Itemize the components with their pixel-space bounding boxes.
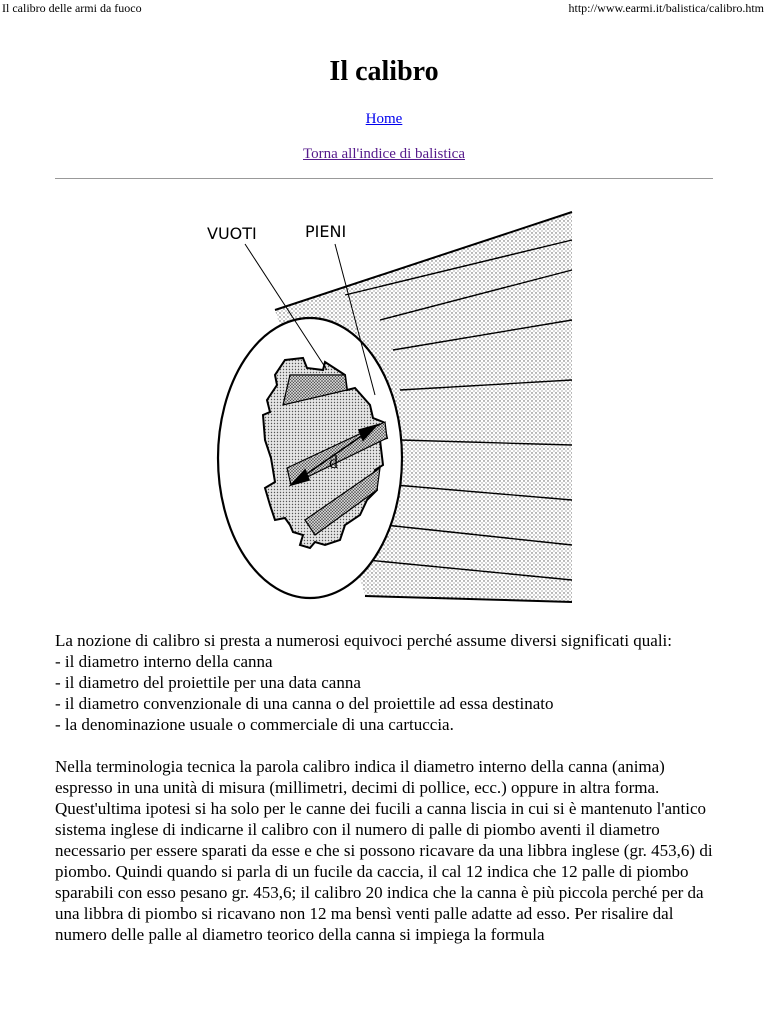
horizontal-rule [55,178,713,179]
print-header [0,0,768,16]
print-header-url: http://www.earmi.it/balistica/calibro.htm [568,1,764,15]
list-item: - il diametro del proiettile per una data canna [55,673,361,692]
list-item: - il diametro interno della canna [55,652,273,671]
terminology-paragraph: Nella terminologia tecnica la parola calibro indica il diametro interno della canna (anima) espresso in una unità di misura (millimetri, decimi di pollice, ecc.) oppure in altra forma. [55,757,665,797]
list-item: - il diametro convenzionale di una canna o del proiettile ad essa destinato [55,694,554,713]
barrel-cross-section-figure [195,200,585,610]
list-item: - la denominazione usuale o commerciale di una cartuccia. [55,715,454,734]
nav-home [0,110,768,128]
intro-paragraph: La nozione di calibro si presta a numerosi equivoci perché assume diversi significati quali: [55,631,673,650]
diameter-label: d [329,452,338,472]
label-vuoti: VUOTI [207,224,257,243]
print-header-title: Il calibro delle armi da fuoco [2,1,142,15]
english-system-paragraph: Quest'ultima ipotesi si ha solo per le canne dei fucili a canna liscia in cui si è mantenuto l'antico sistema inglese di indicarne il calibro con il numero di palle di piombo aventi il diametro necessario per essere sparati da esse e che si possono ricavare da una libbra inglese (gr. 453,6) di piombo. Quindi quando si parla di un fucile da caccia, il cal 12 indica che 12 palle di piombo sparabili con esso pesano gr. 453,6; il calibro 20 indica che la canna è più piccola perché per da una libbra di piombo si ricavano non 12 ma bensì venti palle adatte ad esso. Per risalire dal numero delle palle al diametro teorico della canna si impiega la formula [55,799,713,944]
home-link[interactable]: Home [365,111,403,127]
label-pieni: PIENI [305,222,347,241]
body-text [55,630,725,945]
nav-back [0,145,768,163]
page-title: Il calibro [329,56,439,87]
barrel-illustration [195,200,585,610]
back-to-index-link[interactable]: Torna all'indice di balistica [302,146,465,162]
paragraph-gap [55,735,725,756]
